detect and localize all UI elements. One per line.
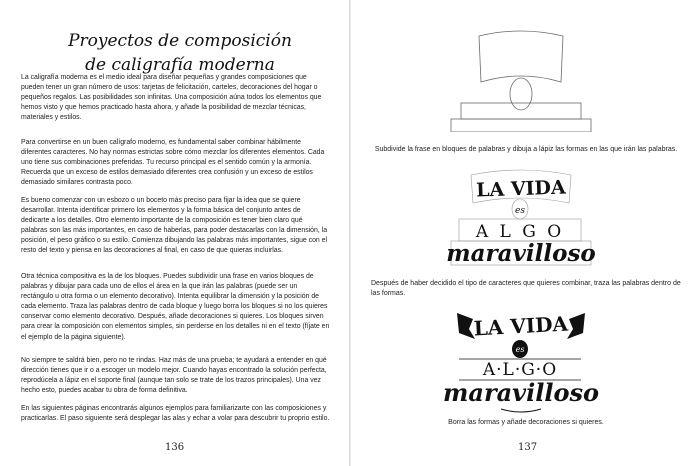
lettering-in-shapes-illustration xyxy=(351,163,700,273)
sketch-banner-shape xyxy=(479,31,563,82)
body-paragraph: Es bueno comenzar con un esbozo o un boceto más preciso para fijar la idea que se quiere desarrollar. Intenta identificar primero los elementos y la forma básica del conjunto antes de dedicarte a los detalles. Otro elemento importante de la composición es tener bien claro qué palabras son las más importantes, en caso de haberlas, para poder destacarlas con la dimensión, la posición, el peso gráfico o su estilo. Comienza dibujando las palabras más importantes, sigue con el resto del texto y piensa en las decoraciones al final, en caso de que quieras incluirlas. xyxy=(21,197,328,255)
right-page xyxy=(351,0,700,466)
body-paragraph: Para convertirse en un buen calígrafo moderno, es fundamental saber combinar hábilmente diferentes caracteres. No hay normas estrictas sobre cómo mezclar los diferentes elementos. Cada uno tiene sus combinaciones preferidas. Tu recurso principal es el sentido común y la armonía. Recuerda que un exceso de estilos demasiado diferentes crea confusión y un exceso de estilos demasiado similares contrasta poco. xyxy=(21,139,325,187)
flourish-decoration xyxy=(501,409,541,412)
caption-step-3: Borra las formas y añade decoraciones si quieres. xyxy=(448,419,604,426)
sketch-rectangle-shape xyxy=(461,103,581,119)
art-text-la-vida: LA VIDA xyxy=(473,311,569,341)
block-sketch-illustration xyxy=(351,22,700,132)
page-number: 137 xyxy=(518,442,538,453)
art-text-es: es xyxy=(515,206,525,216)
page-number: 136 xyxy=(165,442,185,453)
final-lettering-illustration xyxy=(351,305,700,417)
caption-step-1: Subdivide la frase en bloques de palabras y dibuja a lápiz las formas en las que irán las palabras. xyxy=(374,146,678,153)
body-paragraph: No siempre te saldrá bien, pero no te rindas. Haz más de una prueba; te ayudará a entender en qué dirección tienes que ir o a escoger un modelo mejor. Cuando hayas encontrado la solución perfecta, reprodúcela a lápiz en el soporte final (aunque tan solo se trate de los trazos principales). Una vez hecho esto, puedes acabar tu obra de forma definitiva. xyxy=(21,357,327,395)
art-text-es: es xyxy=(515,345,525,354)
body-paragraph: En las siguientes páginas encontrarás algunos ejemplos para familiarizarte con las composiciones y practicarlas. El paso siguiente será desplegar las alas y echar a volar para descubrir tu proprio estilo. xyxy=(21,405,330,423)
art-text-algo: A·L·G·O xyxy=(482,360,558,380)
left-page xyxy=(0,0,349,466)
body-paragraph: Otra técnica compositiva es la de los bloques. Puedes subdividir una frase en varios bloques de palabras y dibujar para cada uno de ellos el área en la que irán las palabras (puede ser un rectángulo u otra forma o un elemento decorativo). Intenta equilibrar la dimensión y la posición de cada elemento. Traza las palabras dentro de cada bloque y luego borra los bloques si no los quieres conservar como elemento decorativo. Después, añade decoraciones si quieres. Los bloques sirven para crear la composición con elementos simples, sin perderse en los detalles ni en el texto (fíjate en el ejemplo de la página siguiente). xyxy=(21,273,330,341)
caption-step-2: Después de haber decidido el tipo de caracteres que quieres combinar, traza las palabras dentro de las formas. xyxy=(371,280,681,297)
sketch-bottom-rectangle-shape xyxy=(451,119,591,132)
art-text-la-vida: LA VIDA xyxy=(475,176,567,202)
art-text-maravilloso: maravilloso xyxy=(443,378,599,407)
banner-right-tail xyxy=(567,313,585,339)
page-title-line-1: Proyectos de composición xyxy=(68,31,292,51)
sketch-oval-shape xyxy=(510,78,532,110)
page-title-line-2: de caligrafía moderna xyxy=(85,55,275,75)
art-text-algo: A L G O xyxy=(475,222,565,242)
body-paragraph: La caligrafía moderna es el medio ideal para diseñar pequeñas y grandes composiciones que pueden tener un gran número de usos: tarjetas de felicitación, carteles, decoraciones del hogar o pequeños regalos. Las posibilidades son infinitas. Una composición aúna todos los elementos que hemos visto y que hemos practicado hasta ahora, y añade la posibilidad de mezclar técnicas, materiales y estilos. xyxy=(21,74,322,122)
art-text-maravilloso: maravilloso xyxy=(446,240,596,267)
